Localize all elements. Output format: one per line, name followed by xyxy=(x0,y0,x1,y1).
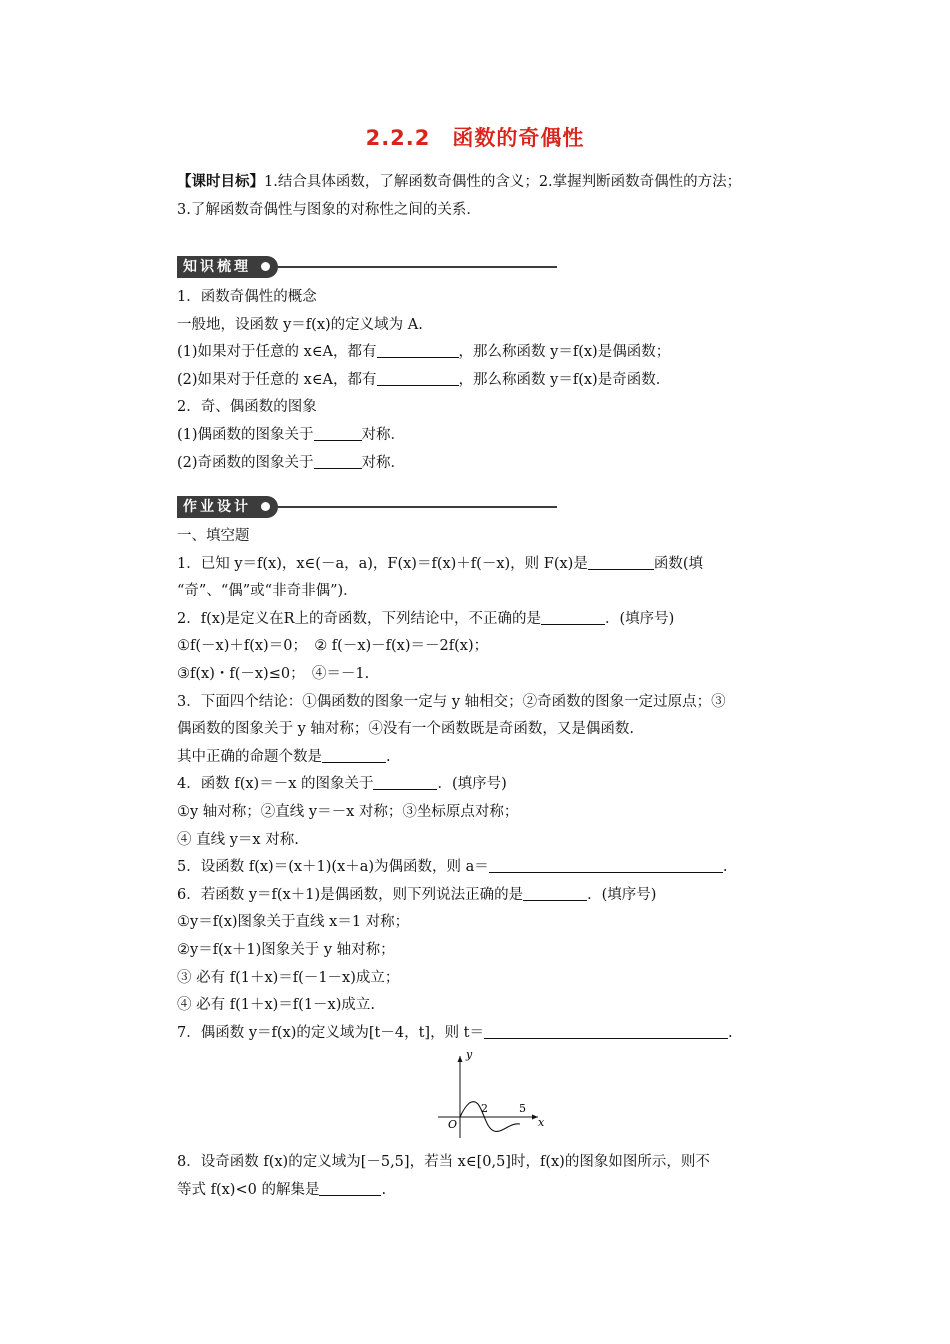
text-line: ①y 轴对称；②直线 y＝－x 对称；③坐标原点对称； xyxy=(177,803,519,820)
answer-blank[interactable] xyxy=(484,1022,728,1039)
goals-label: 【课时目标】 xyxy=(177,174,264,190)
text-line: (2)奇函数的图象关于 对称． xyxy=(177,450,817,478)
text-line: 1．函数奇偶性的概念 xyxy=(177,289,317,305)
text-line: 一般地，设函数 y＝f(x)的定义域为 A. xyxy=(177,316,423,333)
answer-blank[interactable] xyxy=(377,341,459,358)
question-5: 5．设函数 f(x)＝(x＋1)(x＋a)为偶函数，则 a＝ . xyxy=(177,854,817,882)
homework-block xyxy=(177,523,817,1047)
answer-blank[interactable] xyxy=(314,424,362,441)
goals-line-1: 1.结合具体函数，了解函数奇偶性的含义；2.掌握判断函数奇偶性的方法； xyxy=(264,174,742,190)
text-line: 2．奇、偶函数的图象 xyxy=(177,399,317,416)
section-tag: 知识梳理 xyxy=(177,256,278,278)
answer-blank[interactable] xyxy=(322,746,386,763)
page-title: 2.2.2 函数的奇偶性 xyxy=(365,126,585,150)
text-line: 一、填空题 xyxy=(177,528,250,544)
bullet-dot-icon xyxy=(261,262,270,271)
text-line: ④ 必有 f(1＋x)＝f(1－x)成立. xyxy=(177,997,375,1014)
origin-label: O xyxy=(448,1118,458,1131)
answer-blank[interactable] xyxy=(588,553,654,570)
tick-label-2: 2 xyxy=(481,1102,488,1115)
section-header-knowledge xyxy=(177,256,557,278)
text-line: ①y＝f(x)图象关于直线 x＝1 对称； xyxy=(177,914,410,931)
y-axis-label: y xyxy=(466,1050,473,1061)
question-2: 2．f(x)是定义在R上的奇函数，下列结论中，不正确的是 ．(填序号) xyxy=(177,606,817,634)
question-6: 6．若函数 y＝f(x＋1)是偶函数，则下列说法正确的是 ．(填序号) xyxy=(177,882,817,910)
text-line: 其中正确的命题个数是 . xyxy=(177,744,817,772)
goals-line-2: 3.了解函数奇偶性与图象的对称性之间的关系． xyxy=(177,202,481,218)
text-line: ②y＝f(x＋1)图象关于 y 轴对称； xyxy=(177,941,395,958)
function-graph-figure xyxy=(430,1050,550,1140)
question-1: 1．已知 y＝f(x)，x∈(－a，a)，F(x)＝f(x)＋f(－x)，则 F(x)是 函数(填 xyxy=(177,551,817,579)
text-line: ④ 直线 y＝x 对称. xyxy=(177,831,299,848)
answer-blank[interactable] xyxy=(541,608,605,625)
tick-label-5: 5 xyxy=(519,1102,526,1115)
text-line: ①f(－x)＋f(x)＝0； ② f(－x)－f(x)＝－2f(x)； xyxy=(177,638,489,655)
answer-blank[interactable] xyxy=(377,369,459,386)
question-4: 4．函数 f(x)＝－x 的图象关于 ．(填序号) xyxy=(177,771,817,799)
text-line: 等式 f(x)<0 的解集是 . xyxy=(177,1177,817,1205)
knowledge-block xyxy=(177,284,817,477)
x-axis-label: x xyxy=(538,1116,545,1129)
section-rule xyxy=(277,506,557,508)
section-tag: 作业设计 xyxy=(177,496,278,518)
text-line: ③ 必有 f(1＋x)＝f(－1－x)成立； xyxy=(177,969,400,986)
text-line: ③f(x)・f(－x)≤0； ④＝－1. xyxy=(177,665,370,682)
text-line: (2)如果对于任意的 x∈A，都有 ，那么称函数 y＝f(x)是奇函数． xyxy=(177,367,817,395)
y-axis-arrow-icon xyxy=(458,1056,463,1062)
answer-blank[interactable] xyxy=(373,773,437,790)
section-header-homework xyxy=(177,496,557,518)
question-8 xyxy=(177,1149,817,1204)
question-3: 3．下面四个结论：①偶函数的图象一定与 y 轴相交；②奇函数的图象一定过原点；③ xyxy=(177,693,726,710)
answer-blank[interactable] xyxy=(314,452,362,469)
bullet-dot-icon xyxy=(261,502,270,511)
text-line: 8．设奇函数 f(x)的定义域为[－5,5]，若当 x∈[0,5]时，f(x)的图象如图所示，则不 xyxy=(177,1154,710,1170)
text-line: 偶函数的图象关于 y 轴对称；④没有一个函数既是奇函数，又是偶函数. xyxy=(177,721,635,738)
lesson-goals xyxy=(177,168,817,224)
text-line: (1)如果对于任意的 x∈A，都有 ，那么称函数 y＝f(x)是偶函数； xyxy=(177,339,817,367)
answer-blank[interactable] xyxy=(523,884,587,901)
answer-blank[interactable] xyxy=(489,856,723,873)
text-line: (1)偶函数的图象关于 对称． xyxy=(177,422,817,450)
text-line: “奇”、“偶”或“非奇非偶”)． xyxy=(177,583,358,600)
question-7: 7．偶函数 y＝f(x)的定义域为[t－4，t]，则 t＝ . xyxy=(177,1020,817,1048)
answer-blank[interactable] xyxy=(319,1179,381,1196)
section-rule xyxy=(277,266,557,268)
